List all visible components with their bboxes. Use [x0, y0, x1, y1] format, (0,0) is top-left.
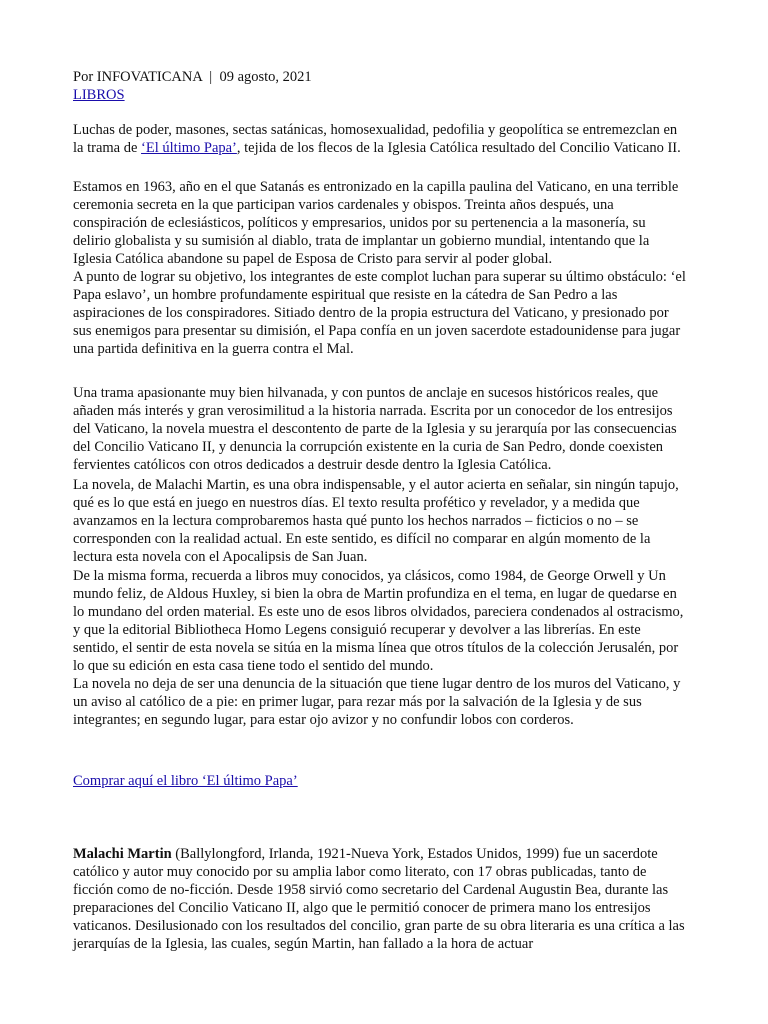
paragraph-6: La novela no deja de ser una denuncia de la situación que tiene lugar dentro de los muros del Vaticano, y un aviso al católico de a pie: en primer lugar, para rezar más por la salvación de la Iglesia y de sus integrantes; en segundo lugar, para estar ojo avizor y no confundir lobos con corderos.: [73, 676, 681, 728]
byline: [73, 68, 312, 86]
paragraph-3: Una trama apasionante muy bien hilvanada, y con puntos de anclaje en sucesos históricos reales, que añaden más interés y gran verosimilitud a la historia narrada. Escrita por un conocedor de los entresijos del Vaticano, la novela muestra el descontento de parte de la Iglesia y su jerarquía por las consecuencias del Concilio Vaticano II, y denuncia la corrupción existente en la curia de San Pedro, donde coexisten fervientes católicos con otros dedicados a destruir desde dentro la Iglesia Católica.: [73, 385, 677, 473]
publish-date: 09 agosto, 2021: [219, 69, 312, 85]
paragraph-2: A punto de lograr su objetivo, los integrantes de este complot luchan para superar su último obstáculo: ‘el Papa eslavo’, un hombre profundamente espiritual que resiste en la cátedra de San Pedro a las aspiraciones de los conspiradores. Sitiado dentro de la propia estructura del Vaticano, y presionado por sus enemigos para presentar su dimisión, el Papa confía en un joven sacerdote estadounidense para jugar una partida definitiva en la guerra contra el Mal.: [73, 269, 686, 357]
category-link[interactable]: LIBROS: [73, 87, 125, 103]
book-title-link[interactable]: ‘El último Papa’: [141, 140, 237, 156]
paragraph-1: Estamos en 1963, año en el que Satanás es entronizado en la capilla paulina del Vaticano, en una terrible ceremonia secreta en la que participan varios cardenales y obispos. Treinta años después, una conspiración de eclesiásticos, políticos y empresarios, unidos por su pertenencia a la masonería, su delirio globalista y su sumisión al diablo, trata de implantar un gobierno mundial, intentando que la Iglesia Católica abandone su papel de Esposa de Cristo para servir al poder global.: [73, 179, 679, 267]
author-bio-text: (Ballylongford, Irlanda, 1921-Nueva York, Estados Unidos, 1999) fue un sacerdote católico y autor muy conocido por su amplia labor como literato, con 17 obras publicadas, tanto de ficción como de no-ficción. Desde 1958 sirvió como secretario del Cardenal Augustin Bea, durante las preparaciones del Concilio Vaticano II, algo que le permitió conocer de primera mano los entresijos vaticanos. Desilusionado con los resultados del concilio, gran parte de su obra literaria es una crítica a las jerarquías de la Iglesia, las cuales, según Martin, han fallado a la hora de actuar: [73, 846, 685, 952]
category-tag: [73, 86, 125, 104]
intro-paragraph: [73, 121, 687, 157]
buy-book-link[interactable]: Comprar aquí el libro ‘El último Papa’: [73, 773, 298, 789]
intro-text-after: , tejida de los flecos de la Iglesia Católica resultado del Concilio Vaticano II.: [236, 140, 681, 156]
paragraph-5: De la misma forma, recuerda a libros muy conocidos, ya clásicos, como 1984, de George Orwell y Un mundo feliz, de Aldous Huxley, si bien la obra de Martin profundiza en el tema, en lugar de quedarse en lo mundano del orden material. Es este uno de esos libros olvidados, pareciera condenados al ostracismo, y que la editorial Bibliotheca Homo Legens consiguió recuperar y devolver a las librerías. En este sentido, el sentir de esta novela se sitúa en la misma línea que otros títulos de la colección Jerusalén, por lo que su edición en esta casa tiene todo el sentido del mundo.: [73, 568, 684, 674]
intro-text-before: Luchas de poder, masones, sectas satánicas, homosexualidad, pedofilia y geopolítica se entremezclan en la trama de: [73, 122, 678, 156]
author-bio: [73, 845, 687, 953]
paragraph-4: La novela, de Malachi Martin, es una obra indispensable, y el autor acierta en señalar, sin ningún tapujo, qué es lo que está en juego en nuestros días. El texto resulta profético y revelador, y a medida que avanzamos en la lectura comprobaremos hasta qué punto los hechos narrados – ficticios o no – se corresponden con la realidad actual. En este sentido, es difícil no comparar en algún momento de la lectura esta novela con el Apocalipsis de San Juan.: [73, 477, 679, 565]
author-credit: Por INFOVATICANA: [73, 69, 203, 85]
byline-separator: |: [209, 69, 213, 85]
buy-link-container: [73, 772, 298, 790]
author-name: Malachi Martin: [73, 846, 172, 862]
